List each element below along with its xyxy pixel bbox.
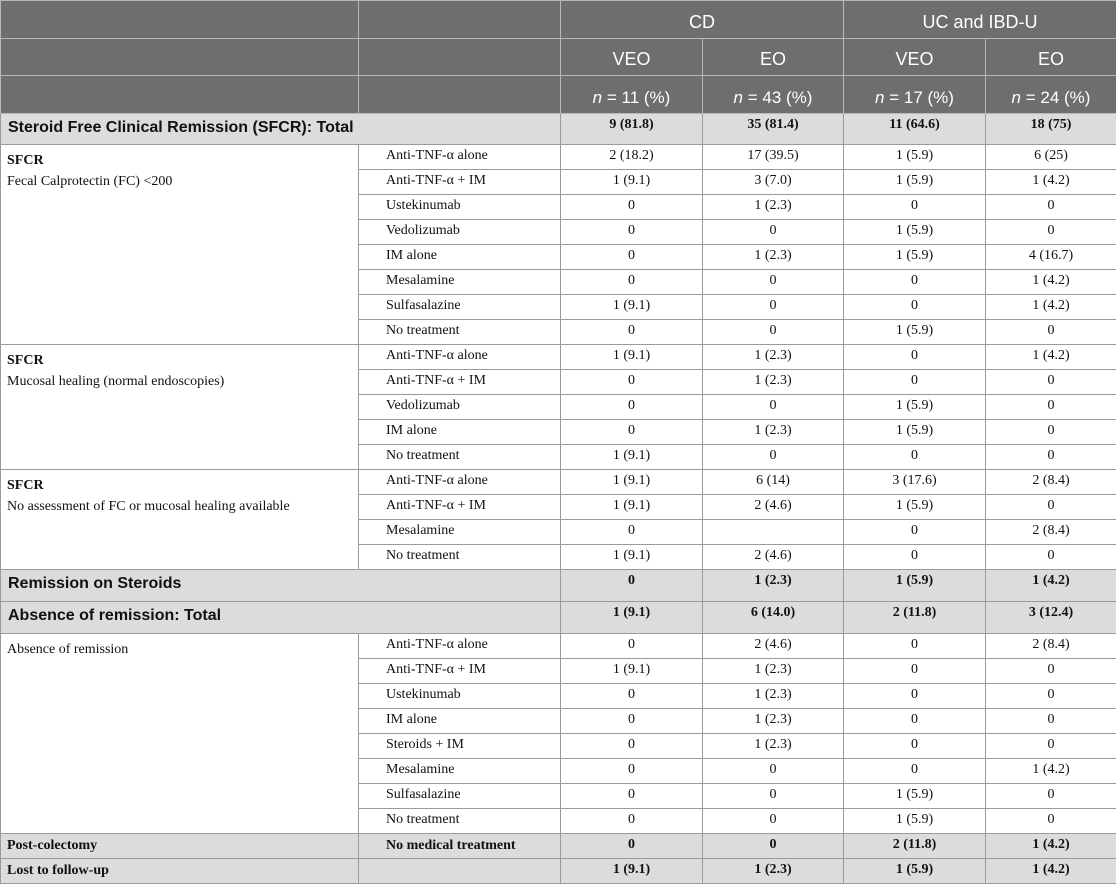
value-cell: 0: [986, 809, 1116, 834]
value-cell: 0: [703, 395, 844, 420]
table-row: [1, 470, 1116, 495]
group-title: SFCR: [7, 475, 358, 496]
value-cell: 1 (9.1): [561, 170, 703, 195]
treatment-cell: IM alone: [359, 245, 561, 270]
value-cell: 0: [986, 395, 1116, 420]
lost-followup-label: Lost to follow-up: [1, 859, 359, 884]
remission-steroids-value: 1 (4.2): [986, 570, 1116, 602]
treatment-cell: Mesalamine: [359, 759, 561, 784]
treatment-cell: Sulfasalazine: [359, 784, 561, 809]
value-cell: 0: [703, 220, 844, 245]
value-cell: 0: [844, 270, 986, 295]
value-cell: 0: [844, 295, 986, 320]
sfcr-total-value: 35 (81.4): [703, 114, 844, 145]
value-cell: 0: [844, 709, 986, 734]
value-cell: 0: [561, 220, 703, 245]
value-cell: 1 (9.1): [561, 470, 703, 495]
value-cell: 0: [561, 634, 703, 659]
header-row-n: [1, 76, 1116, 114]
remission-steroids-value: 1 (5.9): [844, 570, 986, 602]
value-cell: 0: [844, 520, 986, 545]
value-cell: 0: [561, 320, 703, 345]
value-cell: 1 (4.2): [986, 759, 1116, 784]
lost-followup-value: 1 (9.1): [561, 859, 703, 884]
lost-followup-value: 1 (2.3): [703, 859, 844, 884]
value-cell: 0: [986, 784, 1116, 809]
absence-total-value: 3 (12.4): [986, 602, 1116, 634]
value-cell: 4 (16.7): [986, 245, 1116, 270]
value-cell: 0: [844, 545, 986, 570]
value-cell: 0: [561, 709, 703, 734]
absence-total-value: 1 (9.1): [561, 602, 703, 634]
header-uc-eo: EO: [986, 39, 1116, 76]
value-cell: 0: [986, 684, 1116, 709]
header-row-onset: [1, 39, 1116, 76]
value-cell: 0: [844, 634, 986, 659]
post-colectomy-value: 1 (4.2): [986, 834, 1116, 859]
value-cell: 1 (5.9): [844, 784, 986, 809]
value-cell: 0: [986, 545, 1116, 570]
value-cell: 2 (18.2): [561, 145, 703, 170]
group-description: Absence of remission: [7, 642, 128, 657]
header-uc: UC and IBD-U: [844, 1, 1116, 39]
sfcr-total-label: Steroid Free Clinical Remission (SFCR): Total: [1, 114, 561, 145]
value-cell: 0: [703, 295, 844, 320]
n-symbol: n: [593, 88, 602, 107]
treatment-cell: No treatment: [359, 545, 561, 570]
value-cell: 0: [561, 734, 703, 759]
post-colectomy-value: 0: [703, 834, 844, 859]
value-cell: 1 (2.3): [703, 345, 844, 370]
value-cell: 1 (5.9): [844, 220, 986, 245]
value-cell: 0: [561, 270, 703, 295]
n-value: = 24 (%): [1026, 88, 1091, 107]
value-cell: 1 (2.3): [703, 420, 844, 445]
header-cd-eo: EO: [703, 39, 844, 76]
sfcr-total-value: 18 (75): [986, 114, 1116, 145]
lost-followup-row: [1, 859, 1116, 884]
value-cell: 0: [844, 684, 986, 709]
sfcr-total-value: 9 (81.8): [561, 114, 703, 145]
table-row: [1, 345, 1116, 370]
value-cell: 1 (5.9): [844, 245, 986, 270]
treatment-cell: Anti-TNF-α alone: [359, 345, 561, 370]
post-colectomy-value: 2 (11.8): [844, 834, 986, 859]
treatment-cell: Ustekinumab: [359, 684, 561, 709]
absence-total-row: [1, 602, 1116, 634]
value-cell: 17 (39.5): [703, 145, 844, 170]
lost-followup-value: 1 (4.2): [986, 859, 1116, 884]
value-cell: 0: [844, 445, 986, 470]
value-cell: 0: [561, 759, 703, 784]
value-cell: 0: [986, 420, 1116, 445]
header-cd: CD: [561, 1, 844, 39]
header-n-cell: [844, 76, 986, 114]
value-cell: 1 (5.9): [844, 420, 986, 445]
value-cell: 2 (4.6): [703, 495, 844, 520]
value-cell: 0: [986, 220, 1116, 245]
value-cell: 0: [844, 370, 986, 395]
header-n-cell: [561, 76, 703, 114]
absence-total-label: Absence of remission: Total: [1, 602, 561, 634]
value-cell: 1 (9.1): [561, 345, 703, 370]
value-cell: 1 (2.3): [703, 245, 844, 270]
n-value: = 43 (%): [748, 88, 813, 107]
value-cell: 2 (4.6): [703, 545, 844, 570]
remission-steroids-value: 1 (2.3): [703, 570, 844, 602]
value-cell: 0: [844, 195, 986, 220]
value-cell: 0: [561, 520, 703, 545]
value-cell: 1 (4.2): [986, 270, 1116, 295]
remission-steroids-row: [1, 570, 1116, 602]
value-cell: 1 (2.3): [703, 659, 844, 684]
value-cell: 1 (5.9): [844, 809, 986, 834]
value-cell: 0: [844, 345, 986, 370]
header-n-cell: [986, 76, 1116, 114]
n-symbol: n: [734, 88, 743, 107]
value-cell: 0: [844, 759, 986, 784]
n-symbol: n: [1012, 88, 1021, 107]
value-cell: 0: [561, 420, 703, 445]
group-title: SFCR: [7, 350, 358, 371]
value-cell: 0: [703, 809, 844, 834]
header-empty-cell: [359, 1, 561, 39]
value-cell: 1 (5.9): [844, 145, 986, 170]
value-cell: 1 (4.2): [986, 170, 1116, 195]
post-colectomy-treatment: No medical treatment: [359, 834, 561, 859]
value-cell: 1 (4.2): [986, 295, 1116, 320]
absence-total-value: 6 (14.0): [703, 602, 844, 634]
treatment-cell: Sulfasalazine: [359, 295, 561, 320]
treatment-cell: Ustekinumab: [359, 195, 561, 220]
value-cell: 0: [561, 195, 703, 220]
value-cell: 6 (14): [703, 470, 844, 495]
group-description: No assessment of FC or mucosal healing available: [7, 499, 290, 514]
absence-total-value: 2 (11.8): [844, 602, 986, 634]
header-cd-veo: VEO: [561, 39, 703, 76]
treatment-cell: Steroids + IM: [359, 734, 561, 759]
value-cell: 1 (2.3): [703, 684, 844, 709]
value-cell: 0: [986, 370, 1116, 395]
value-cell: 2 (4.6): [703, 634, 844, 659]
n-value: = 17 (%): [889, 88, 954, 107]
group-label-cell: [1, 634, 359, 834]
value-cell: 1 (9.1): [561, 295, 703, 320]
n-symbol: n: [875, 88, 884, 107]
header-row-groups: [1, 1, 1116, 39]
treatment-cell: Vedolizumab: [359, 220, 561, 245]
value-cell: 0: [561, 684, 703, 709]
value-cell: 2 (8.4): [986, 470, 1116, 495]
header-empty-cell: [359, 76, 561, 114]
value-cell: 0: [703, 320, 844, 345]
group-label-cell: [1, 345, 359, 470]
value-cell: 1 (9.1): [561, 545, 703, 570]
sfcr-total-row: [1, 114, 1116, 145]
treatment-cell: Anti-TNF-α alone: [359, 145, 561, 170]
post-colectomy-label: Post-colectomy: [1, 834, 359, 859]
remission-steroids-value: 0: [561, 570, 703, 602]
value-cell: 1 (5.9): [844, 320, 986, 345]
group-label-cell: [1, 145, 359, 345]
value-cell: 1 (2.3): [703, 734, 844, 759]
lost-followup-value: 1 (5.9): [844, 859, 986, 884]
header-n-cell: [703, 76, 844, 114]
value-cell: 1 (2.3): [703, 709, 844, 734]
value-cell: 0: [561, 395, 703, 420]
value-cell: 1 (9.1): [561, 445, 703, 470]
treatment-cell: Anti-TNF-α alone: [359, 470, 561, 495]
treatment-cell: No treatment: [359, 809, 561, 834]
sfcr-total-value: 11 (64.6): [844, 114, 986, 145]
value-cell: 0: [561, 809, 703, 834]
value-cell: 0: [986, 495, 1116, 520]
value-cell: 1 (9.1): [561, 495, 703, 520]
value-cell: 1 (2.3): [703, 370, 844, 395]
treatment-cell: Anti-TNF-α alone: [359, 634, 561, 659]
group-description: Fecal Calprotectin (FC) <200: [7, 174, 172, 189]
treatment-cell: IM alone: [359, 420, 561, 445]
value-cell: 0: [703, 270, 844, 295]
value-cell: 1 (5.9): [844, 395, 986, 420]
group-title: SFCR: [7, 150, 358, 171]
value-cell: 0: [986, 320, 1116, 345]
header-empty-cell: [1, 1, 359, 39]
value-cell: 2 (8.4): [986, 634, 1116, 659]
post-colectomy-value: 0: [561, 834, 703, 859]
treatment-cell: No treatment: [359, 320, 561, 345]
table-row: [1, 634, 1116, 659]
table-row: [1, 145, 1116, 170]
header-empty-cell: [1, 39, 359, 76]
value-cell: 0: [561, 784, 703, 809]
value-cell: 6 (25): [986, 145, 1116, 170]
remission-steroids-label: Remission on Steroids: [1, 570, 561, 602]
value-cell: 0: [986, 445, 1116, 470]
value-cell: 1 (4.2): [986, 345, 1116, 370]
treatment-cell: Anti-TNF-α + IM: [359, 370, 561, 395]
value-cell: 0: [561, 245, 703, 270]
group-description: Mucosal healing (normal endoscopies): [7, 374, 224, 389]
post-colectomy-row: [1, 834, 1116, 859]
value-cell: 2 (8.4): [986, 520, 1116, 545]
treatment-cell: No treatment: [359, 445, 561, 470]
value-cell: 0: [703, 784, 844, 809]
empty-cell: [359, 859, 561, 884]
value-cell: 1 (5.9): [844, 170, 986, 195]
value-cell: 0: [844, 734, 986, 759]
header-empty-cell: [1, 76, 359, 114]
treatment-cell: Vedolizumab: [359, 395, 561, 420]
value-cell: 1 (2.3): [703, 195, 844, 220]
value-cell: 0: [703, 445, 844, 470]
group-label-cell: [1, 470, 359, 570]
treatment-cell: Anti-TNF-α + IM: [359, 170, 561, 195]
value-cell: 0: [561, 370, 703, 395]
value-cell: 0: [986, 709, 1116, 734]
value-cell: 1 (5.9): [844, 495, 986, 520]
value-cell: 0: [703, 759, 844, 784]
treatment-cell: Mesalamine: [359, 270, 561, 295]
value-cell: 1 (9.1): [561, 659, 703, 684]
value-cell: 3 (17.6): [844, 470, 986, 495]
value-cell: 0: [986, 659, 1116, 684]
treatment-cell: Anti-TNF-α + IM: [359, 495, 561, 520]
value-cell: 0: [986, 734, 1116, 759]
value-cell: 3 (7.0): [703, 170, 844, 195]
treatment-cell: IM alone: [359, 709, 561, 734]
treatment-cell: Mesalamine: [359, 520, 561, 545]
value-cell: [703, 520, 844, 545]
value-cell: 0: [986, 195, 1116, 220]
header-empty-cell: [359, 39, 561, 76]
header-uc-veo: VEO: [844, 39, 986, 76]
value-cell: 0: [844, 659, 986, 684]
n-value: = 11 (%): [607, 88, 670, 107]
treatment-cell: Anti-TNF-α + IM: [359, 659, 561, 684]
